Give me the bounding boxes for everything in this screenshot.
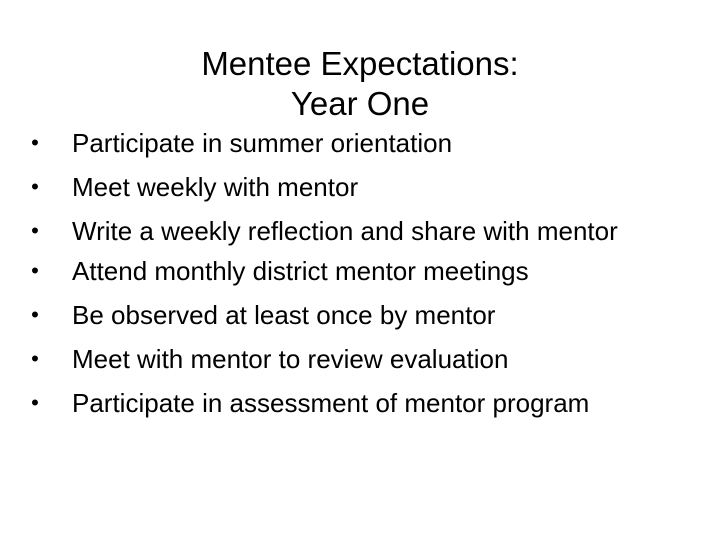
bullet-dot-icon: • xyxy=(31,174,39,199)
bullet-dot-icon: • xyxy=(31,346,39,371)
bullet-text: Participate in assessment of mentor program xyxy=(72,388,590,418)
title-line-2: Year One xyxy=(290,85,430,123)
bullet-item xyxy=(24,172,704,202)
bullet-dot-icon: • xyxy=(31,390,39,415)
bullet-item xyxy=(24,300,704,330)
bullet-item xyxy=(24,344,704,374)
bullet-text: Meet with mentor to review evaluation xyxy=(72,344,509,374)
slide-title xyxy=(0,44,720,124)
bullet-dot-icon: • xyxy=(31,218,39,243)
bullet-text: Write a weekly reflection and share with mentor xyxy=(72,216,618,246)
bullet-text: Be observed at least once by mentor xyxy=(72,300,496,330)
bullet-dot-icon: • xyxy=(31,258,39,283)
bullet-list xyxy=(24,128,704,432)
bullet-text: Participate in summer orientation xyxy=(72,128,453,158)
title-line-1: Mentee Expectations: xyxy=(201,45,519,83)
bullet-item xyxy=(24,216,704,246)
bullet-item xyxy=(24,388,704,418)
bullet-item xyxy=(24,256,704,286)
bullet-text: Meet weekly with mentor xyxy=(72,172,359,202)
bullet-item xyxy=(24,128,704,158)
bullet-dot-icon: • xyxy=(31,130,39,155)
bullet-dot-icon: • xyxy=(31,302,39,327)
bullet-text: Attend monthly district mentor meetings xyxy=(72,256,529,286)
